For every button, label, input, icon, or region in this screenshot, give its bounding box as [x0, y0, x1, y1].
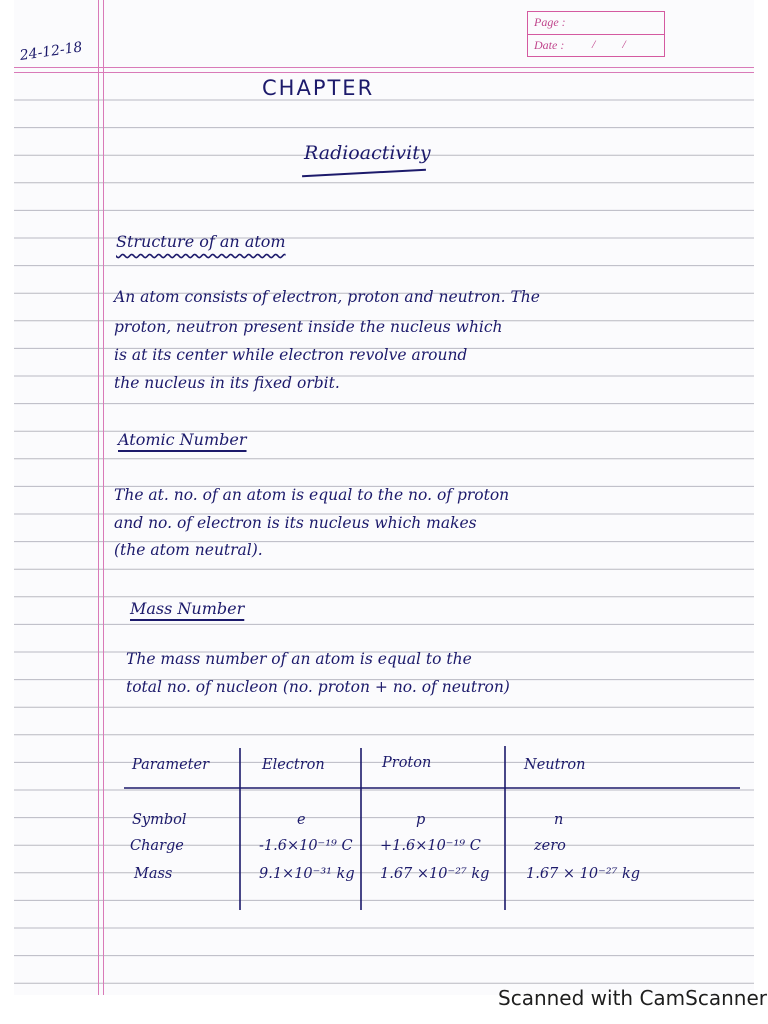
table-header-cell: Neutron [524, 757, 586, 773]
table-cell: 1.67 × 10⁻²⁷ kg [526, 866, 641, 882]
paragraph-line: is at its center while electron revolve around [114, 346, 468, 364]
table-cell: +1.6×10⁻¹⁹ C [380, 838, 481, 854]
paragraph-line: proton, neutron present inside the nucleus which [114, 318, 503, 336]
paragraph-line: the nucleus in its fixed orbit. [114, 374, 340, 392]
table-cell: Charge [130, 838, 184, 854]
section-heading: Mass Number [130, 599, 245, 618]
notebook-page [14, 0, 754, 995]
table-cell: n [554, 812, 564, 828]
section-heading: Structure of an atom [116, 232, 286, 251]
paragraph-line: The at. no. of an atom is equal to the no. of proton [114, 486, 510, 504]
table-cell: zero [534, 838, 566, 854]
paragraph-line: and no. of electron is its nucleus which makes [114, 514, 477, 532]
written-date: 24-12-18 [18, 39, 84, 64]
date-label: Date : [534, 38, 565, 52]
table-cell: 1.67 ×10⁻²⁷ kg [380, 866, 490, 882]
table-header-cell: Parameter [132, 757, 209, 773]
date-slashes: / / [592, 37, 638, 51]
table-cell: e [297, 812, 306, 828]
section-heading: Atomic Number [118, 430, 247, 449]
table-cell: -1.6×10⁻¹⁹ C [259, 838, 353, 854]
paragraph-line: The mass number of an atom is equal to the [126, 650, 472, 668]
table-header-cell: Proton [382, 755, 432, 771]
table-cell: Mass [134, 866, 173, 882]
chapter-subtitle: Radioactivity [304, 142, 431, 164]
table-header-cell: Electron [262, 757, 325, 773]
table-cell: 9.1×10⁻³¹ kg [259, 866, 355, 882]
table-cell: p [416, 812, 426, 828]
paragraph-line: An atom consists of electron, proton and neutron. The [114, 288, 540, 306]
scanner-watermark: Scanned with CamScanner [498, 986, 767, 1010]
table-cell: Symbol [132, 812, 187, 828]
page-label: Page : [534, 15, 566, 29]
chapter-title: CHAPTER [262, 76, 375, 100]
paragraph-line: total no. of nucleon (no. proton + no. of neutron) [126, 678, 510, 696]
paragraph-line: (the atom neutral). [114, 541, 263, 559]
